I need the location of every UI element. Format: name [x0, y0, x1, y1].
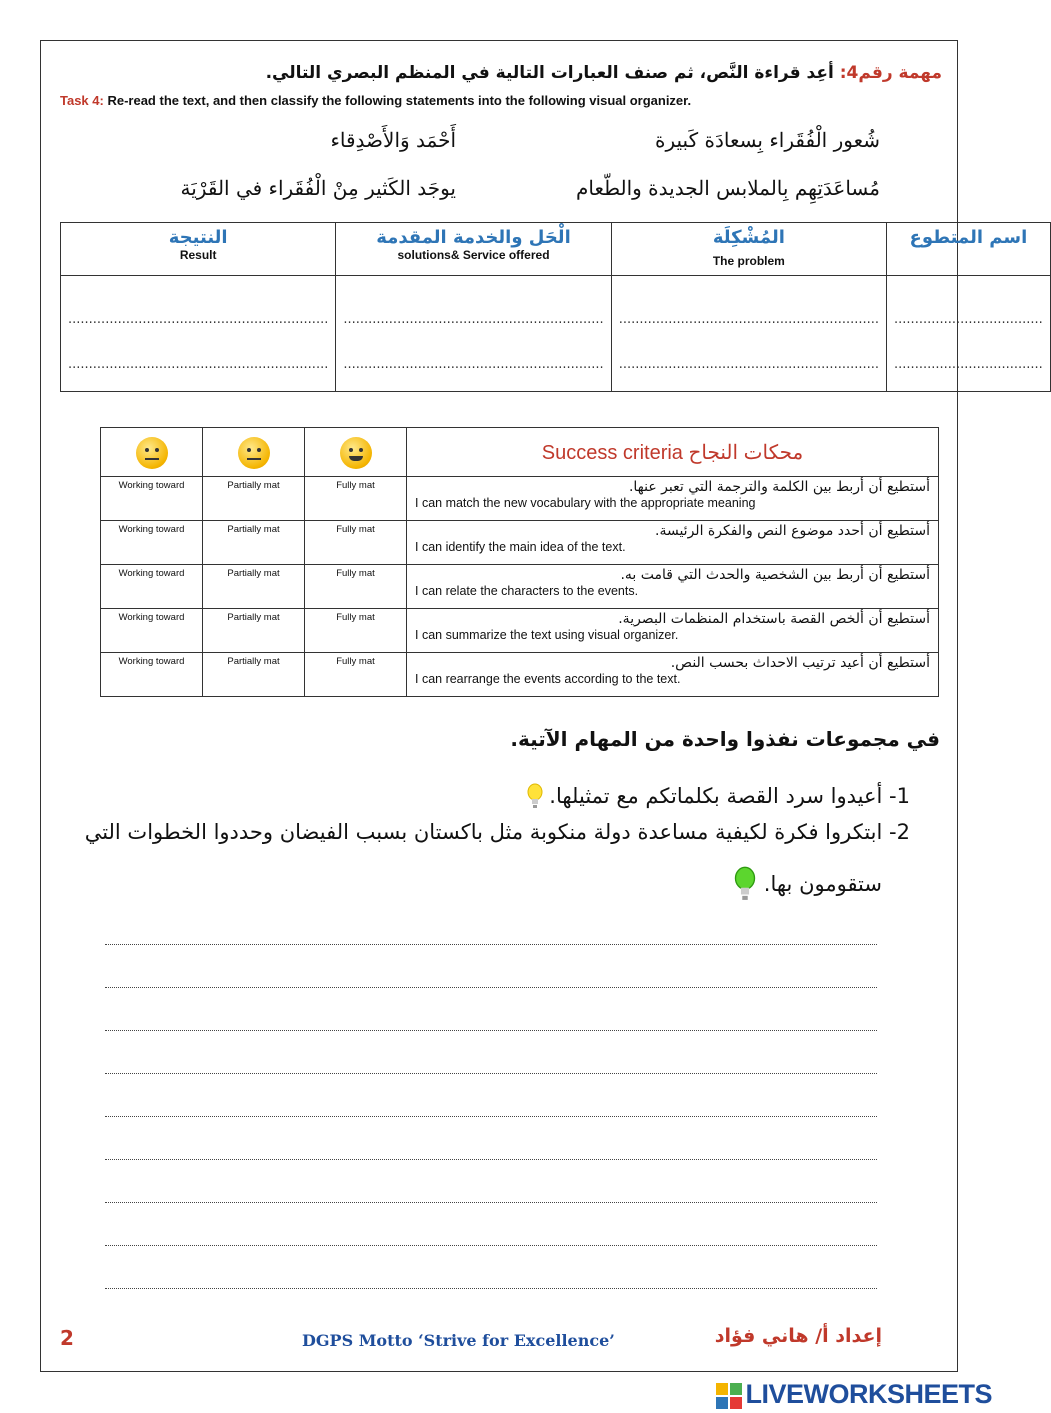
rating-working-toward[interactable]: Working toward: [101, 477, 203, 521]
groups-title: في مجموعات نفذوا واحدة من المهام الآتية.: [510, 727, 940, 751]
task-heading-en: [60, 93, 691, 108]
green-lightbulb-icon: [733, 866, 757, 904]
statement-2: أَحْمَد وَالأَصْدِقاء: [330, 128, 456, 152]
rating-partially-met[interactable]: Partially mat: [203, 477, 305, 521]
group-task-1: 1- أعيدوا سرد القصة بكلماتكم مع تمثيلها.: [527, 783, 910, 811]
criteria-row: [101, 565, 939, 609]
rating-working-toward[interactable]: Working toward: [101, 565, 203, 609]
writing-line[interactable]: [105, 1073, 877, 1074]
rating-fully-met[interactable]: Fully mat: [305, 609, 407, 653]
rating-partially-met[interactable]: Partially mat: [203, 609, 305, 653]
writing-line[interactable]: [105, 944, 877, 945]
task-text-ar: أعِد قراءة النَّص، ثم صنف العبارات التالية في المنظم البصري التالي.: [265, 63, 834, 83]
success-criteria-table: [100, 427, 939, 697]
writing-line[interactable]: [105, 1159, 877, 1160]
visual-organizer-table: [60, 222, 1051, 392]
group-task-2-cont: ستقومون بها.: [733, 866, 882, 904]
thumbs-up-face-icon: [340, 437, 372, 469]
writing-line[interactable]: [105, 1202, 877, 1203]
writing-line[interactable]: [105, 1116, 877, 1117]
statement-1: شُعور الْفُقَراء بِسعادَة كَبيرة: [655, 128, 880, 152]
answer-cell-problem[interactable]: ............................................................... ...............................................................: [611, 276, 886, 392]
answer-cell-volunteer[interactable]: .................................... ....................................: [887, 276, 1051, 392]
rating-working-toward[interactable]: Working toward: [101, 653, 203, 697]
rating-header-working: [101, 428, 203, 477]
rating-partially-met[interactable]: Partially mat: [203, 521, 305, 565]
rating-partially-met[interactable]: Partially mat: [203, 565, 305, 609]
yellow-lightbulb-icon: [527, 783, 543, 811]
statement-4: يوجَد الكَثير مِنْ الْفُقَراء في القَرْيَة: [180, 176, 456, 200]
rating-header-partial: [203, 428, 305, 477]
task-heading-ar: [266, 63, 942, 83]
rating-working-toward[interactable]: Working toward: [101, 609, 203, 653]
grumpy-face-icon: [136, 437, 168, 469]
writing-line[interactable]: [105, 1245, 877, 1246]
criterion: أستطيع أن أعيد ترتيب الاحداث بحسب النص. I can rearrange the events according to the text.: [407, 653, 939, 697]
task-text-en: Re-read the text, and then classify the following statements into the following visual organizer.: [107, 93, 692, 108]
criteria-row: [101, 521, 939, 565]
rating-header-fully: [305, 428, 407, 477]
page-number: 2: [60, 1326, 74, 1350]
writing-line[interactable]: [105, 1030, 877, 1031]
criterion: أستطيع أن أربط بين الشخصية والحدث التي قامت به. I can relate the characters to the events.: [407, 565, 939, 609]
col-header-volunteer: اسم المتطوع: [887, 223, 1051, 276]
rating-fully-met[interactable]: Fully mat: [305, 565, 407, 609]
statement-3: مُساعَدَتِهِم بِالملابس الجديدة والطّعام: [575, 176, 880, 200]
writing-line[interactable]: [105, 1288, 877, 1289]
liveworksheets-logo-icon: [716, 1383, 742, 1409]
answer-cell-solution[interactable]: ............................................................... ...............................................................: [336, 276, 611, 392]
neutral-face-icon: [238, 437, 270, 469]
criterion: أستطيع أن أحدد موضوع النص والفكرة الرئيسة. I can identify the main idea of the text.: [407, 521, 939, 565]
group-task-2: 2- ابتكروا فكرة لكيفية مساعدة دولة منكوبة مثل باكستان بسبب الفيضان وحددوا الخطوات التي: [84, 820, 910, 844]
col-header-problem: المُشْكِلَة The problem: [611, 223, 886, 276]
rating-working-toward[interactable]: Working toward: [101, 521, 203, 565]
criteria-row: [101, 477, 939, 521]
answer-cell-result[interactable]: ............................................................... ...............................................................: [61, 276, 336, 392]
task-label-en: Task 4:: [60, 93, 104, 108]
col-header-solution: الْحَل والخدمة المقدمة solutions& Service offered: [336, 223, 611, 276]
rating-partially-met[interactable]: Partially mat: [203, 653, 305, 697]
writing-line[interactable]: [105, 987, 877, 988]
success-criteria-title: محكات النجاح Success criteria: [407, 428, 939, 477]
col-header-result: النتيجة Result: [61, 223, 336, 276]
rating-fully-met[interactable]: Fully mat: [305, 477, 407, 521]
criterion: أستطيع أن أربط بين الكلمة والترجمة التي تعبر عنها. I can match the new vocabulary with the appropriate meaning: [407, 477, 939, 521]
task-label-ar: مهمة رقم4:: [839, 63, 942, 83]
liveworksheets-brand[interactable]: LIVEWORKSHEETS: [716, 1379, 992, 1410]
author-credit: إعداد أ/ هاني فؤاد: [714, 1325, 882, 1347]
rating-fully-met[interactable]: Fully mat: [305, 521, 407, 565]
criterion: أستطيع أن ألخص القصة باستخدام المنظمات البصرية. I can summarize the text using visual organizer.: [407, 609, 939, 653]
school-motto: DGPS Motto ‘Strive for Excellence’: [302, 1331, 615, 1350]
criteria-row: [101, 609, 939, 653]
criteria-row: [101, 653, 939, 697]
rating-fully-met[interactable]: Fully mat: [305, 653, 407, 697]
